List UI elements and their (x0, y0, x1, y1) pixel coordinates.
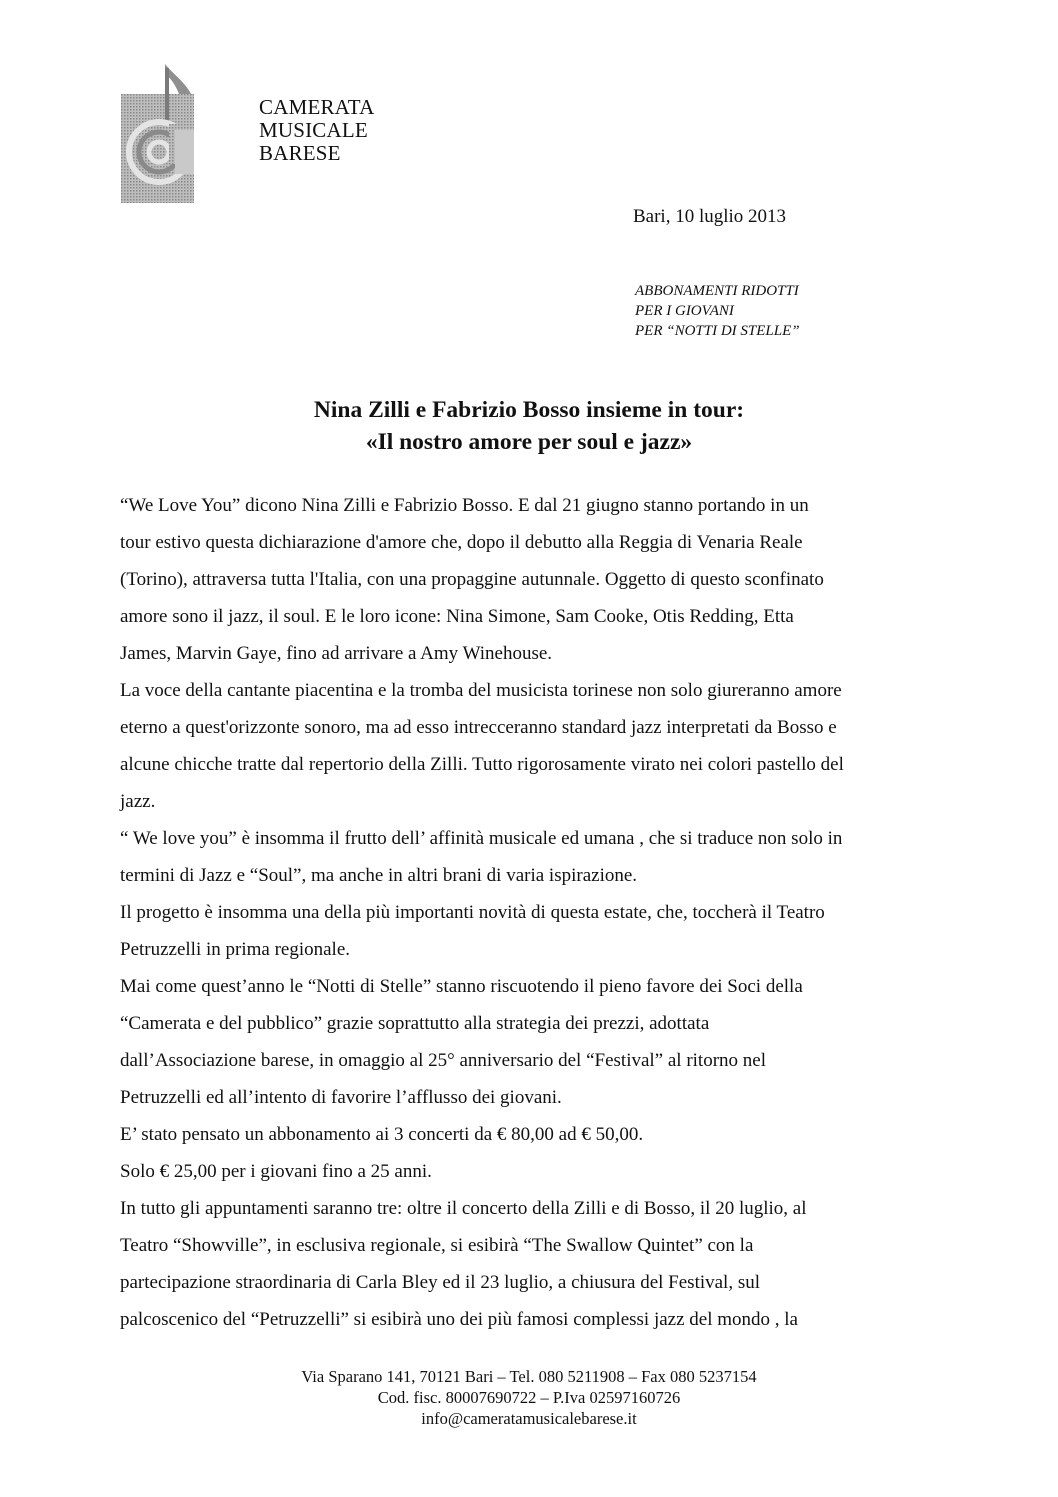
headline-line: Nina Zilli e Fabrizio Bosso insieme in tour: (313, 397, 745, 423)
body-line: (Torino), attraversa tutta l'Italia, con una propaggine autunnale. Oggetto di questo sconfinato (120, 569, 824, 590)
body-line: In tutto gli appuntamenti saranno tre: oltre il concerto della Zilli e di Bosso, il 20 luglio, al (120, 1198, 807, 1219)
body-line: Mai come quest’anno le “Notti di Stelle” stanno riscuotendo il pieno favore dei Soci della (120, 976, 803, 997)
body-line: “We Love You” dicono Nina Zilli e Fabrizio Bosso. E dal 21 giugno stanno portando in un (120, 495, 809, 516)
org-line: CAMERATA (259, 95, 375, 119)
body-line: La voce della cantante piacentina e la tromba del musicista torinese non solo giureranno amore (120, 680, 842, 701)
body-line: Il progetto è insomma una della più importanti novità di questa estate, che, toccherà il Teatro (120, 902, 825, 923)
footer-email: info@cameratamusicalebarese.it (421, 1409, 637, 1428)
headline (120, 394, 938, 458)
subject-note (635, 281, 800, 341)
body-line: palcoscenico del “Petruzzelli” si esibirà uno dei più famosi complessi jazz del mondo , la (120, 1309, 798, 1330)
body-line: jazz. (120, 791, 156, 812)
body-line: tour estivo questa dichiarazione d'amore che, dopo il debutto alla Reggia di Venaria Reale (120, 532, 803, 553)
organization-name (259, 96, 374, 165)
org-line: MUSICALE (259, 118, 368, 142)
body-line: partecipazione straordinaria di Carla Bley ed il 23 luglio, a chiusura del Festival, sul (120, 1272, 761, 1293)
note-line: ABBONAMENTI RIDOTTI (635, 283, 799, 299)
body-line: amore sono il jazz, il soul. E le loro icone: Nina Simone, Sam Cooke, Otis Redding, Etta (120, 606, 794, 627)
body-line: Teatro “Showville”, in esclusiva regionale, si esibirà “The Swallow Quintet” con la (120, 1235, 754, 1256)
camerata-logo-icon (121, 64, 194, 203)
body-line: “Camerata e del pubblico” grazie soprattutto alla strategia dei prezzi, adottata (120, 1013, 710, 1034)
body-line: eterno a quest'orizzonte sonoro, ma ad esso intrecceranno standard jazz interpretati da Bosso e (120, 717, 837, 738)
footer-contacts (120, 1366, 938, 1429)
body-text (120, 487, 844, 1338)
body-line: alcune chicche tratte dal repertorio della Zilli. Tutto rigorosamente virato nei colori pastello del (120, 754, 844, 775)
body-line: termini di Jazz e “Soul”, ma anche in altri brani di varia ispirazione. (120, 865, 638, 886)
body-line: dall’Associazione barese, in omaggio al 25° anniversario del “Festival” al ritorno nel (120, 1050, 766, 1071)
body-line: Petruzzelli ed all’intento di favorire l’afflusso dei giovani. (120, 1087, 562, 1108)
footer-address: Via Sparano 141, 70121 Bari – Tel. 080 5211908 – Fax 080 5237154 (301, 1367, 757, 1386)
body-line: James, Marvin Gaye, fino ad arrivare a Amy Winehouse. (120, 643, 553, 664)
note-line: PER “NOTTI DI STELLE” (635, 323, 800, 339)
footer-tax-ids: Cod. fisc. 80007690722 – P.Iva 02597160726 (377, 1388, 681, 1407)
headline-line: «Il nostro amore per soul e jazz» (365, 429, 693, 455)
body-line: Solo € 25,00 per i giovani fino a 25 anni. (120, 1161, 432, 1182)
body-line: “ We love you” è insomma il frutto dell’ affinità musicale ed umana , che si traduce non solo in (120, 828, 843, 849)
org-line: BARESE (259, 141, 341, 165)
note-line: PER I GIOVANI (635, 303, 734, 319)
body-line: E’ stato pensato un abbonamento ai 3 concerti da € 80,00 ad € 50,00. (120, 1124, 644, 1145)
body-line: Petruzzelli in prima regionale. (120, 939, 351, 960)
document-date: Bari, 10 luglio 2013 (633, 206, 787, 227)
